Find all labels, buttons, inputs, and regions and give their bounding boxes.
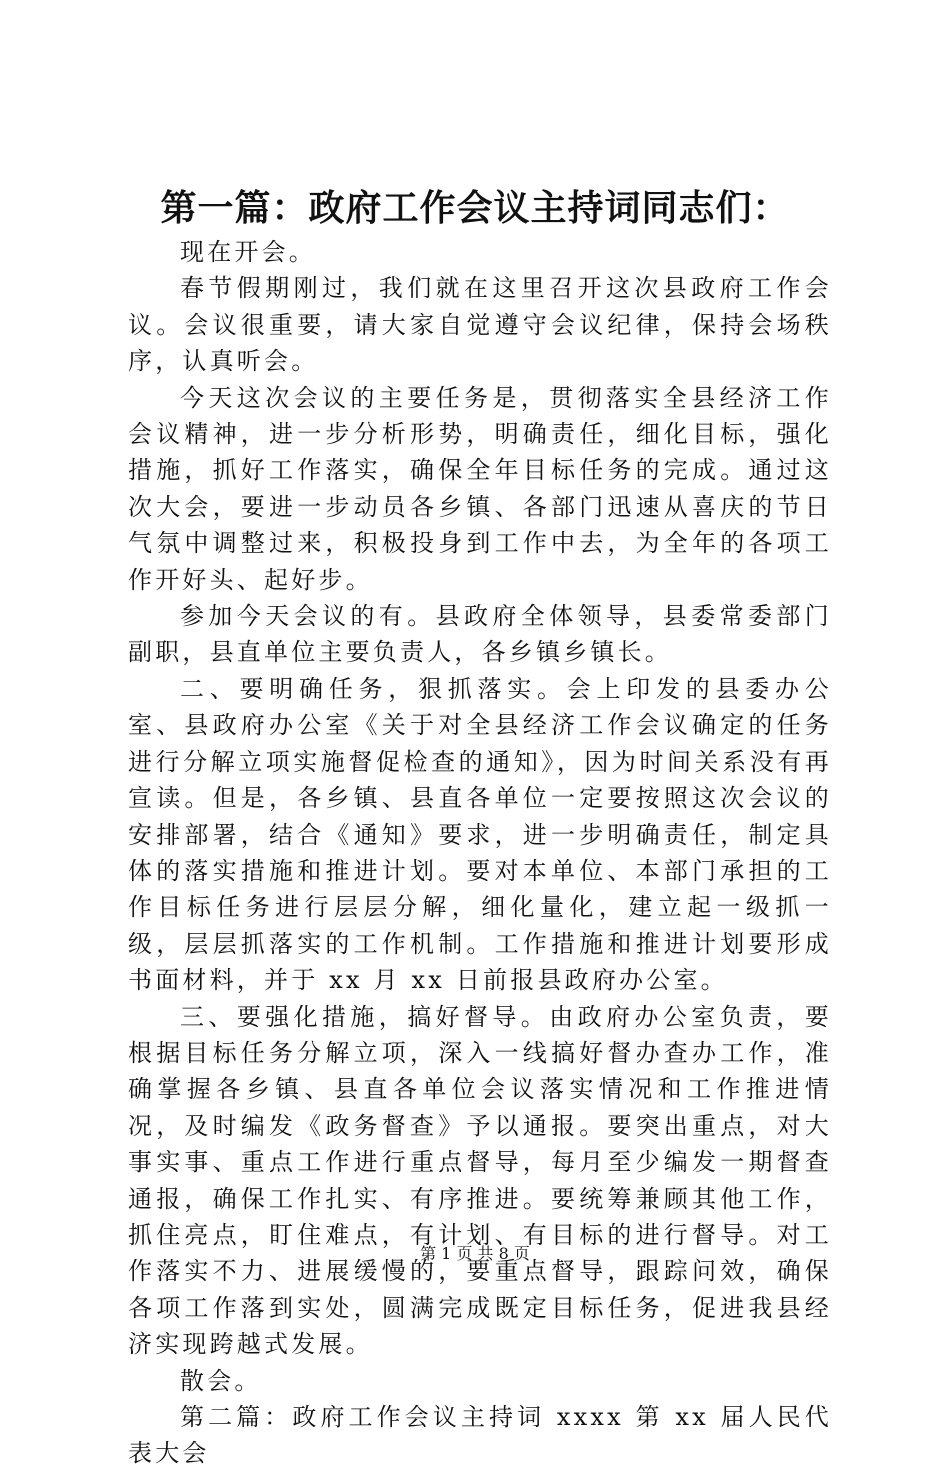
paragraph: 二、要明确任务，狠抓落实。会上印发的县委办公室、县政府办公室《关于对全县经济工作会议确定的任务进行分解立项实施督促检查的通知》，因为时间关系没有再宣读。但是，各乡镇、县直各单位一定要按照这次会议的安排部署，结合《通知》要求，进一步明确责任，制定具体的落实措施和推进计划。要对本单位、本部门承担的工作目标任务进行层层分解，细化量化，建立起一级抓一级，层层抓落实的工作机制。工作措施和推进计划要形成书面材料，并于 xx 月 xx 日前报县政府办公室。	[128, 674, 832, 995]
paragraph: 第二篇：政府工作会议主持词 xxxx 第 xx 届人民代表大会	[128, 1403, 832, 1468]
paragraph: 散会。	[180, 1366, 262, 1395]
document-body	[128, 234, 832, 1472]
paragraph: 参加今天会议的有。县政府全体领导，县委常委部门副职，县直单位主要负责人，各乡镇乡镇长。	[128, 602, 832, 667]
paragraph: 春节假期刚过，我们就在这里召开这次县政府工作会议。会议很重要，请大家自觉遵守会议纪律，保持会场秩序，认真听会。	[128, 274, 832, 376]
paragraph: 今天这次会议的主要任务是，贯彻落实全县经济工作会议精神，进一步分析形势，明确责任，细化目标，强化措施，抓好工作落实，确保全年目标任务的完成。通过这次大会，要进一步动员各乡镇、各部门迅速从喜庆的节日气氛中调整过来，积极投身到工作中去，为全年的各项工作开好头、起好步。	[128, 383, 832, 594]
page-footer: 第 1 页 共 8 页	[420, 1244, 530, 1263]
paragraph: 现在开会。	[180, 238, 316, 266]
document-title: 第一篇：政府工作会议主持词同志们：	[160, 187, 790, 229]
paragraph: 三、要强化措施，搞好督导。由政府办公室负责，要根据目标任务分解立项，深入一线搞好督办查办工作，准确掌握各乡镇、县直各单位会议落实情况和工作推进情况，及时编发《政务督查》予以通报。要突出重点，对大事实事、重点工作进行重点督导，每月至少编发一期督查通报，确保工作扎实、有序推进。要统筹兼顾其他工作，抓住亮点，盯住难点，有计划、有目标的进行督导。对工作落实不力、进展缓慢的，要重点督导，跟踪问效，确保各项工作落到实处，圆满完成既定目标任务，促进我县经济实现跨越式发展。	[128, 1002, 832, 1359]
